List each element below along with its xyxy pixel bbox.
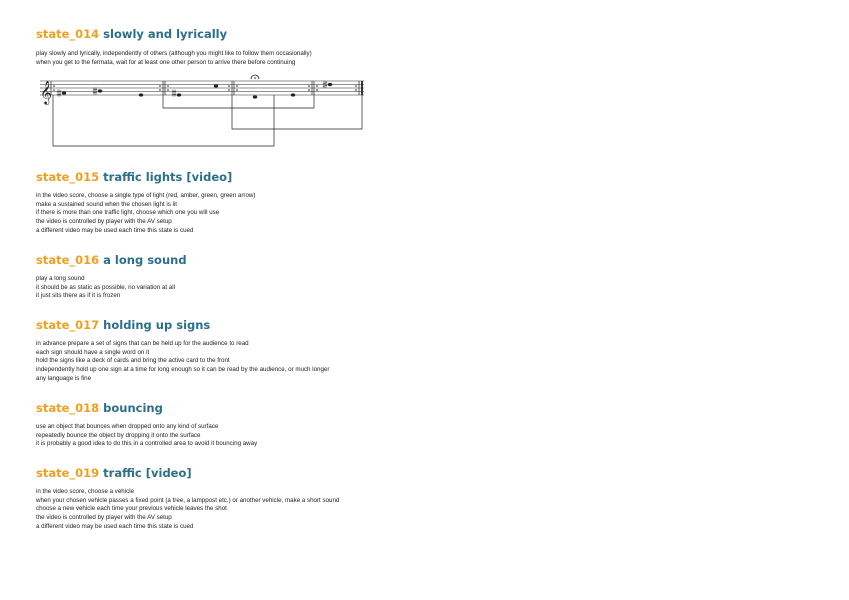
- instruction-line: it should be as static as possible, no variation at all: [36, 283, 175, 291]
- instruction-line: hold the signs like a deck of cards and bring the active card to the front: [36, 357, 230, 365]
- instruction-line: repeatedly bounce the object by dropping it onto the surface: [36, 431, 201, 439]
- section-heading: [36, 401, 257, 415]
- instruction-line: when you get to the fermata, wait for at least one other person to arrive there before continuing: [36, 58, 296, 66]
- state-title: traffic lights [video]: [103, 170, 233, 184]
- instructions: [36, 340, 329, 384]
- fermata-icon: [251, 75, 259, 79]
- section-state-015: [36, 170, 255, 236]
- instruction-line: if there is more than one traffic light, choose which one you will use: [36, 209, 220, 217]
- state-code: state_016: [36, 253, 100, 267]
- instruction-line: each sign should have a single word on it: [36, 348, 150, 356]
- state-code: state_018: [36, 401, 100, 415]
- instruction-line: independently hold up one sign at a time for long enough so it can be read by the audience, or much longer: [36, 366, 330, 374]
- state-code: state_014: [36, 27, 100, 41]
- instruction-line: choose a new vehicle each time your previous vehicle leaves the shot: [36, 505, 227, 513]
- instructions: [36, 488, 339, 532]
- connector-lines: [53, 95, 362, 146]
- state-title: slowly and lyrically: [103, 27, 228, 41]
- music-score: [36, 72, 368, 150]
- instruction-line: any language is fine: [36, 374, 92, 382]
- section-heading: [36, 170, 255, 184]
- section-state-016: [36, 253, 187, 301]
- instruction-line: the video is controlled by player with the AV setup: [36, 514, 172, 522]
- instructions: [36, 192, 255, 236]
- state-title: bouncing: [103, 401, 163, 415]
- state-code: state_017: [36, 318, 100, 332]
- instruction-line: make a sustained sound when the chosen light is lit: [36, 200, 178, 208]
- state-code: state_015: [36, 170, 100, 184]
- instruction-line: a different video may be used each time this state is cued: [36, 522, 194, 530]
- sharp-icons: [57, 81, 327, 97]
- instruction-line: the video is controlled by player with the AV setup: [36, 218, 172, 226]
- staff-lines: [40, 81, 364, 95]
- state-title: traffic [video]: [103, 466, 192, 480]
- instruction-line: a different video may be used each time this state is cued: [36, 226, 194, 234]
- instruction-line: it is probably a good idea to do this in a controlled area to avoid it bouncing away: [36, 440, 258, 448]
- instruction-line: in the video score, choose a single type of light (red, amber, green, green arrow): [36, 192, 256, 199]
- state-title: holding up signs: [103, 318, 211, 332]
- treble-clef-icon: 𝄞: [40, 80, 52, 104]
- section-heading: [36, 318, 329, 332]
- instructions: [36, 275, 187, 301]
- section-heading: [36, 27, 312, 41]
- section-state-019: [36, 466, 339, 532]
- section-heading: [36, 253, 187, 267]
- section-state-014: [36, 27, 312, 67]
- state-code: state_019: [36, 466, 100, 480]
- instructions: [36, 423, 257, 449]
- instructions: [36, 50, 312, 67]
- instruction-line: in advance prepare a set of signs that can be held up for the audience to read: [36, 340, 249, 347]
- instruction-line: in the video score, choose a vehicle: [36, 488, 135, 495]
- instruction-line: play slowly and lyrically, independently of others (although you might like to follow them occasionally): [36, 50, 312, 57]
- state-title: a long sound: [103, 253, 187, 267]
- section-state-017: [36, 318, 329, 384]
- section-state-018: [36, 401, 257, 449]
- instruction-line: use an object that bounces when dropped onto any kind of surface: [36, 423, 219, 430]
- instruction-line: when your chosen vehicle passes a fixed point (a tree, a lamppost etc.) or another vehicle, make a short sound: [36, 496, 340, 504]
- instruction-line: play a long sound: [36, 275, 85, 282]
- notes: [62, 83, 332, 99]
- instruction-line: it just sits there as if it is frozen: [36, 292, 121, 300]
- section-heading: [36, 466, 339, 480]
